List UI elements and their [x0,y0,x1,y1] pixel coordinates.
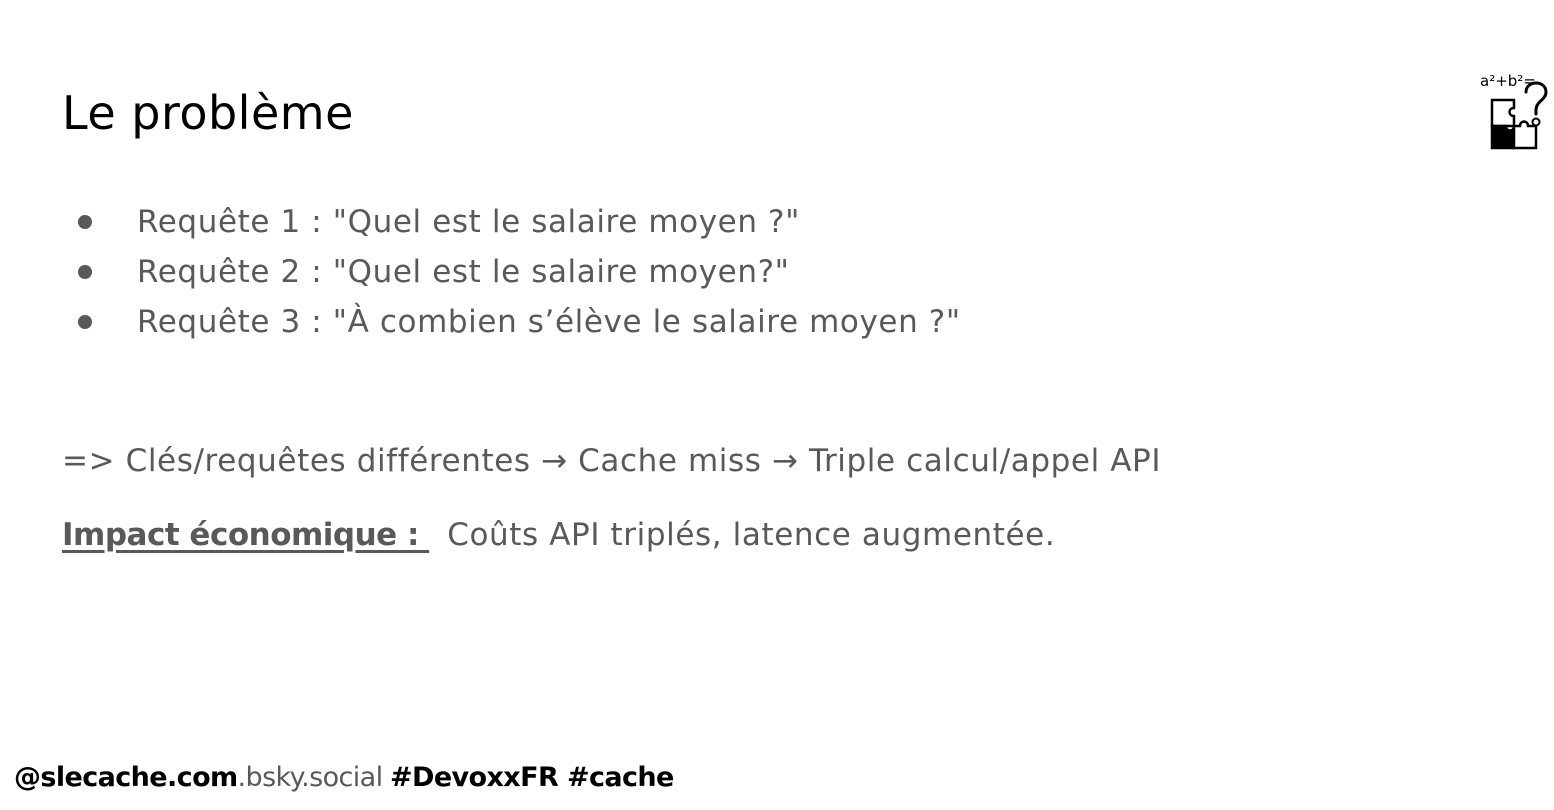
impact-text: Coûts API triplés, latence augmentée. [447,517,1056,553]
bullet-dot [78,315,92,329]
bullet-item [78,297,961,347]
conclusion-line: => Clés/requêtes différentes → Cache miss → Triple calcul/appel API [62,443,1162,479]
slide-title: Le problème [62,86,354,140]
impact-line [62,517,1055,553]
footer-hashtags: #DevoxxFR #cache [390,762,674,793]
impact-label: Impact économique : [62,517,430,553]
bullet-item [78,247,961,297]
bullet-text: Requête 1 : "Quel est le salaire moyen ?" [137,204,800,240]
bullet-text: Requête 2 : "Quel est le salaire moyen?" [137,254,790,290]
formula-text: a²+b²= [1480,72,1536,90]
bullet-list [78,197,961,347]
footer-social-handle [14,762,383,793]
bullet-text: Requête 3 : "À combien s’élève le salaire moyen ?" [137,304,961,340]
footer-handle: @slecache.com [14,762,238,793]
bullet-dot [78,215,92,229]
bullet-dot [78,265,92,279]
footer-domain: .bsky.social [237,762,383,793]
math-puzzle-question-icon [1480,70,1554,162]
bullet-item [78,197,961,247]
